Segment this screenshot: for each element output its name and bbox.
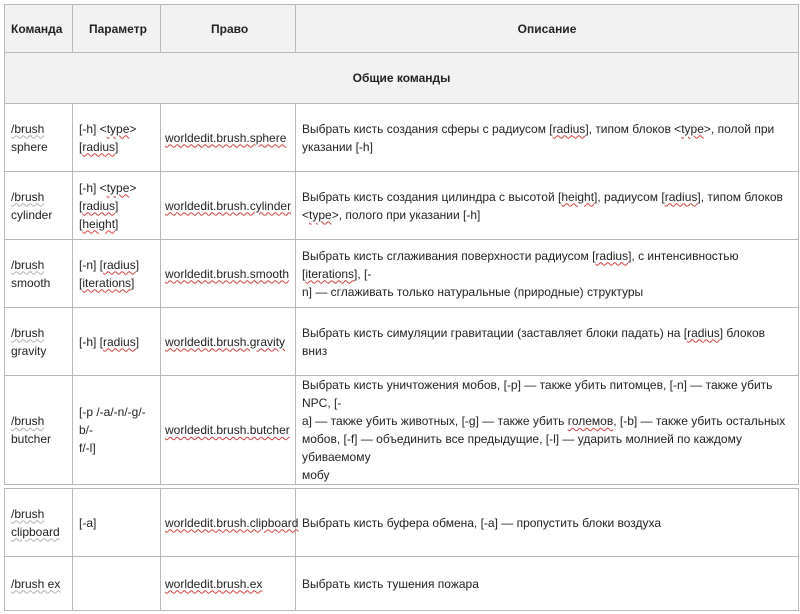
param-text: [-h] [ <box>79 334 104 349</box>
command-text: /brush <box>11 189 45 204</box>
table-row <box>5 172 799 240</box>
description-cell <box>296 240 799 308</box>
param-text: > <box>129 121 137 136</box>
param-text: ] <box>135 257 140 272</box>
permission-text: worldedit.brush.cylinder <box>165 198 292 213</box>
commands-table <box>4 4 799 485</box>
param-text: ] [ <box>79 198 119 231</box>
header-permission: Право <box>161 5 296 53</box>
desc-text: radius <box>664 189 698 204</box>
desc-text: ], с интенсивностью [ <box>302 248 739 281</box>
permission-cell <box>161 104 296 172</box>
table-row <box>5 104 799 172</box>
desc-text: големов <box>567 414 614 428</box>
desc-text: , [-b] — также убить остальных <box>613 414 786 428</box>
command-text: /brush <box>11 257 45 272</box>
desc-text: Выбрать кисть сглаживания поверхности радиусом [ <box>302 248 596 263</box>
desc-text: radius <box>595 248 629 263</box>
table-header-row <box>5 5 799 53</box>
permission-cell <box>161 557 296 611</box>
table-row <box>5 376 799 485</box>
table-row <box>5 489 799 557</box>
command-cell <box>5 240 73 308</box>
command-cell <box>5 489 73 557</box>
parameter-cell <box>73 172 161 240</box>
param-text: [ <box>79 275 83 290</box>
desc-text: n] — сглаживать только натуральные (природные) структуры <box>302 284 644 299</box>
desc-text: Выбрать кисть симуляции гравитации (заставляет блоки падать) на [ <box>302 325 688 340</box>
param-text: type <box>106 180 130 195</box>
param-text: ] <box>115 216 119 231</box>
command-text: cylinder <box>11 207 53 222</box>
permission-text: worldedit.brush.sphere <box>165 130 287 145</box>
param-text: radius <box>103 257 136 272</box>
param-text: [ <box>79 198 83 213</box>
permission-text: worldedit.brush.butcher <box>165 423 290 437</box>
param-text: > <box>129 180 137 195</box>
table-row <box>5 557 799 611</box>
desc-text: ], типом блоков < <box>585 121 682 136</box>
param-text: ] <box>135 334 140 349</box>
command-text: butcher <box>11 432 52 446</box>
permission-text: worldedit.brush.gravity <box>165 334 286 349</box>
param-text: radius <box>82 198 116 213</box>
table-row <box>5 308 799 376</box>
command-cell <box>5 104 73 172</box>
description-cell: Выбрать кисть тушения пожара <box>296 557 799 611</box>
desc-text: мобу <box>302 468 330 482</box>
desc-text: radius <box>687 325 720 340</box>
parameter-cell <box>73 557 161 611</box>
command-text: sphere <box>11 139 48 154</box>
parameter-cell: [-a] <box>73 489 161 557</box>
desc-text: ] блоков вниз <box>302 325 766 358</box>
param-text: radius <box>103 334 136 349</box>
desc-text: Выбрать кисть создания сферы с радиусом [ <box>302 121 553 136</box>
header-description: Описание <box>296 5 799 53</box>
description-cell <box>296 172 799 240</box>
section-title: Общие команды <box>5 53 799 104</box>
command-text: clipboard <box>11 524 60 539</box>
description-cell <box>296 104 799 172</box>
param-text: ] <box>115 139 119 154</box>
command-text: /brush <box>11 506 45 521</box>
desc-text: Выбрать кисть создания цилиндра с высотой [ <box>302 189 562 204</box>
param-text: type <box>106 121 130 136</box>
desc-text: ], радиусом [ <box>594 189 665 204</box>
command-text: /brush <box>11 414 45 428</box>
section-row <box>5 53 799 104</box>
parameter-cell <box>73 240 161 308</box>
permission-cell <box>161 240 296 308</box>
param-text: f/-l] <box>79 441 96 455</box>
desc-text: ], типом блоков < <box>302 189 783 222</box>
desc-text: a] — также убить животных, [-g] — также убить <box>302 414 568 428</box>
permission-text: worldedit.brush.smooth <box>165 266 290 281</box>
param-text: iterations <box>82 275 132 290</box>
desc-text: height <box>561 189 595 204</box>
param-text: [ <box>79 139 83 154</box>
permission-text: worldedit.brush.ex <box>165 576 263 591</box>
description-cell: Выбрать кисть буфера обмена, [-a] — пропустить блоки воздуха <box>296 489 799 557</box>
desc-text: мобов, [-f] — объединить все предыдущие, [-l] — ударить молнией по каждому убиваемому <box>302 432 742 464</box>
commands-table-continued <box>4 488 799 611</box>
permission-cell <box>161 489 299 557</box>
header-command: Команда <box>5 5 73 53</box>
parameter-cell <box>73 376 161 485</box>
permission-cell <box>161 172 296 240</box>
description-cell <box>296 308 799 376</box>
command-text: /brush <box>11 121 45 136</box>
command-cell <box>5 308 73 376</box>
permission-text: worldedit.brush.clipboard <box>165 515 299 530</box>
param-text: [-n] [ <box>79 257 104 272</box>
command-text: /brush <box>11 325 45 340</box>
desc-text: type <box>681 121 704 136</box>
param-text: height <box>82 216 116 231</box>
parameter-cell <box>73 104 161 172</box>
command-cell <box>5 376 73 485</box>
description-cell <box>296 376 799 485</box>
desc-text: >, полой при указании [-h] <box>302 121 775 154</box>
desc-text: iterations <box>305 266 355 281</box>
permission-cell <box>161 376 296 485</box>
param-text: radius <box>82 139 116 154</box>
desc-text: radius <box>552 121 586 136</box>
command-cell <box>5 557 73 611</box>
param-text: [-h] < <box>79 121 107 136</box>
desc-text: Выбрать кисть уничтожения мобов, [-p] — также убить питомцев, [-n] — также убить NPC, [- <box>302 378 773 410</box>
param-text: ] <box>131 275 135 290</box>
command-text: gravity <box>11 343 47 358</box>
command-text: smooth <box>11 275 51 290</box>
desc-text: >, полого при указании [-h] <box>331 207 481 222</box>
permission-cell <box>161 308 296 376</box>
param-text: [-p /-a/-n/-g/-b/- <box>79 405 146 437</box>
command-text: /brush ex <box>11 576 61 591</box>
parameter-cell <box>73 308 161 376</box>
desc-text: ], [- <box>354 266 372 281</box>
command-cell <box>5 172 73 240</box>
header-parameter: Параметр <box>73 5 161 53</box>
param-text: [-h] < <box>79 180 107 195</box>
desc-text: type <box>309 207 332 222</box>
table-row <box>5 240 799 308</box>
